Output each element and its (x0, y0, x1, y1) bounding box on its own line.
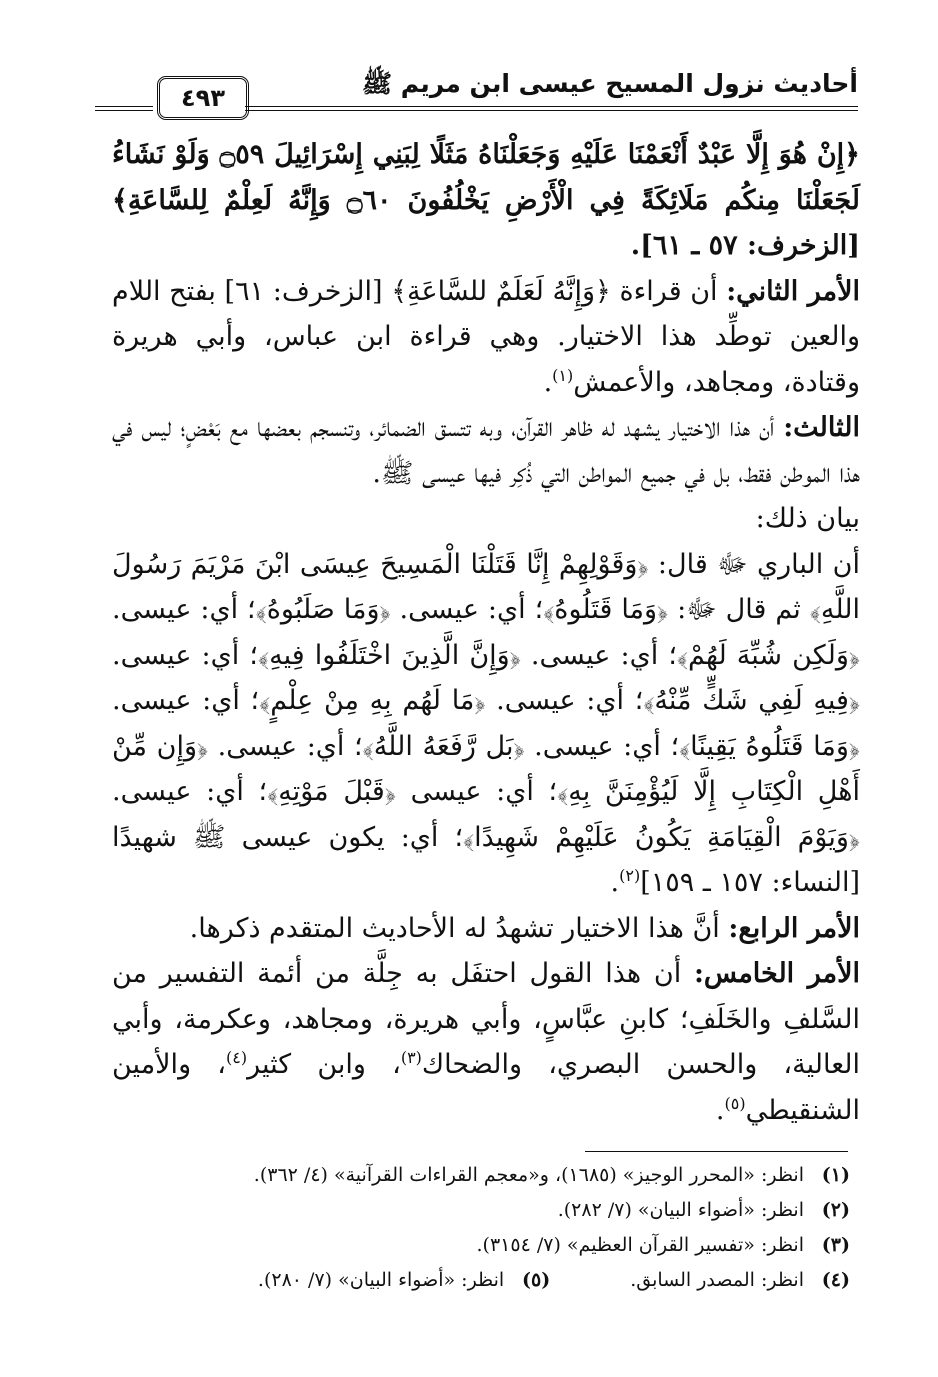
paragraph-explanation-label: بيان ذلك: (755, 503, 860, 534)
footnote-text: انظر: «أضواء البيان» (٧/ ٢٨٢). (557, 1199, 804, 1221)
section-label: الأمر الثاني: (726, 275, 860, 307)
section-label: الثالث: (783, 412, 860, 443)
header-rule (245, 106, 858, 107)
main-text (112, 132, 860, 1133)
page-header (95, 62, 858, 122)
footnote-separator (585, 1151, 848, 1152)
footnote-ref[interactable]: (١) (552, 365, 574, 385)
page-number: ٤٩٣ (157, 76, 249, 120)
paragraph-text: أنَّ هذا الاختيار تشهدُ له الأحاديث المتقدم ذكرها. (189, 912, 729, 944)
footnote-ref[interactable]: (٤) (226, 1048, 248, 1067)
paragraph-third-matter (112, 405, 860, 496)
footnote-ref[interactable]: (٥) (724, 1093, 746, 1113)
footnote-item (130, 1228, 850, 1263)
section-label: الأمر الرابع: (728, 912, 860, 944)
footnote-item (130, 1158, 850, 1193)
footnote-number: (٥) (522, 1269, 551, 1291)
paragraph-fifth-matter: الأمر الخامس: أن هذا القول احتفَل به جِلَّة من أئمة التفسير من السَّلفِ والخَلَفِ؛ كابنِ عبَّاسٍ، وأبي هريرة، ومجاهد، وعكرمة، وأبي العالية، والحسن البصري، والضحاك$^{(٣)}$، وابن كثير$^{(٤)}$، والأمين الشنقيطي$^{(٥)}$. (112, 958, 860, 1126)
verse-paragraph (112, 132, 860, 269)
footnote-text: انظر: المصدر السابق. (630, 1269, 804, 1291)
header-rule (245, 110, 858, 111)
paragraph-text: أن قراءة ﴿وَإِنَّهُ لَعَلَمٌ للسَّاعَةِ﴾ [الزخرف: ٦١] بفتح اللام والعين توطِّد هذا الاختيار. وهي قراءة ابن عباس، وأبي هريرة وقتادة، ومجاهد، والأعمش (112, 275, 860, 398)
footnote-text: انظر: «تفسير القرآن العظيم» (٧/ ٣١٥٤). (476, 1234, 804, 1256)
header-rule (95, 110, 153, 111)
footnote-item (258, 1263, 550, 1298)
section-label: الأمر الخامس: (693, 958, 860, 989)
paragraph-text: أن هذا القول احتفَل به جِلَّة من أئمة التفسير من السَّلفِ والخَلَفِ؛ كابنِ عبَّاسٍ، وأبي هريرة، ومجاهد، وعكرمة، وأبي العالية، والحسن البصري، والضحاك (112, 958, 860, 1080)
running-title: أحاديث نزول المسيح عيسى ابن مريم ﷺ (361, 69, 858, 98)
footnote-number: (٢) (821, 1199, 850, 1221)
footnote-item (630, 1263, 850, 1298)
footnotes (130, 1158, 850, 1298)
paragraph-second-matter: الأمر الثاني: أن قراءة ﴿وَإِنَّهُ لَعَلَمٌ للسَّاعَةِ﴾ [الزخرف: ٦١] بفتح اللام والعين توطِّد هذا الاختيار. وهي قراءة ابن عباس، وأبي هريرة وقتادة، ومجاهد، والأعمش$^{(١)}$. (112, 275, 860, 398)
footnote-number: (١) (821, 1164, 850, 1186)
footnote-number: (٣) (821, 1234, 850, 1256)
header-rule (95, 106, 153, 107)
paragraph-text: ، وابن كثير (247, 1049, 401, 1080)
footnote-ref[interactable]: (٢) (619, 866, 641, 885)
paragraph-text: أن الباري ﷻ قال: ﴿وَقَوْلِهِمْ إِنَّا قَتَلْنَا الْمَسِيحَ عِيسَى ابْنَ مَرْيَمَ رَسُولَ اللَّهِ﴾ ثم قال ﷻ: ﴿وَمَا قَتَلُوهُ﴾؛ أي: عيسى. ﴿وَمَا صَلَبُوهُ﴾؛ أي: عيسى. ﴿وَلَكِن شُبِّهَ لَهُمْ﴾؛ أي: عيسى. ﴿وَإِنَّ الَّذِينَ اخْتَلَفُوا فِيهِ﴾؛ أي: عيسى. ﴿فِيهِ لَفِي شَكٍّ مِّنْهُ﴾؛ أي: عيسى. ﴿مَا لَهُم بِهِ مِنْ عِلْمٍ﴾؛ أي: عيسى. ﴿وَمَا قَتَلُوهُ يَقِينًا﴾؛ أي: عيسى. ﴿بَل رَّفَعَهُ اللَّهُ﴾؛ أي: عيسى. ﴿وَإِن مِّنْ أَهْلِ الْكِتَابِ إِلَّا لَيُؤْمِنَنَّ بِهِ﴾؛ أي: عيسى ﴿قَبْلَ مَوْتِهِ﴾؛ أي: عيسى. ﴿وَيَوْمَ الْقِيَامَةِ يَكُونُ عَلَيْهِمْ شَهِيدًا﴾؛ أي: يكون عيسى ﷺ شهيدًا [النساء: ١٥٧ ـ ١٥٩] (112, 548, 860, 898)
footnote-number: (٤) (821, 1269, 850, 1291)
footnote-text: انظر: «أضواء البيان» (٧/ ٢٨٠). (257, 1269, 505, 1291)
quran-verse: ﴿إِنْ هُوَ إِلَّا عَبْدٌ أَنْعَمْنَا عَلَيْهِ وَجَعَلْنَاهُ مَثَلًا لِبَنِي إِسْرَائِيلَ ۝٥٩ وَلَوْ نَشَاءُ لَجَعَلْنَا مِنكُم مَلَائِكَةً فِي الْأَرْضِ يَخْلُفُونَ ۝٦٠ وَإِنَّهُ لَعِلْمٌ لِلسَّاعَةِ﴾ [الزخرف: ٥٧ ـ ٦١]. (112, 139, 860, 261)
paragraph-text: أن هذا الاختيار يشهد له ظاهر القرآن، وبه تتسق الضمائر، وتنسجم بعضها مع بَعْضٍ؛ ليس في هذا الموطن فقط، بل في جميع المواطن التي ذُكِر فيها عيسى ﷺ. (112, 412, 860, 489)
footnote-ref[interactable]: (٣) (400, 1048, 422, 1067)
paragraph-text: ، والأمين الشنقيطي (112, 1049, 860, 1126)
footnote-item (130, 1193, 850, 1228)
footnote-text: انظر: «المحرر الوجيز» (١٦٨٥)، و«معجم القراءات القرآنية» (٤/ ٣٦٢). (253, 1164, 804, 1186)
paragraph-explanation: أن الباري ﷻ قال: ﴿وَقَوْلِهِمْ إِنَّا قَتَلْنَا الْمَسِيحَ عِيسَى ابْنَ مَرْيَمَ رَسُولَ اللَّهِ﴾ ثم قال ﷻ: ﴿وَمَا قَتَلُوهُ﴾؛ أي: عيسى. ﴿وَمَا صَلَبُوهُ﴾؛ أي: عيسى. ﴿وَلَكِن شُبِّهَ لَهُمْ﴾؛ أي: عيسى. ﴿وَإِنَّ الَّذِينَ اخْتَلَفُوا فِيهِ﴾؛ أي: عيسى. ﴿فِيهِ لَفِي شَكٍّ مِّنْهُ﴾؛ أي: عيسى. ﴿مَا لَهُم بِهِ مِنْ عِلْمٍ﴾؛ أي: عيسى. ﴿وَمَا قَتَلُوهُ يَقِينًا﴾؛ أي: عيسى. ﴿بَل رَّفَعَهُ اللَّهُ﴾؛ أي: عيسى. ﴿وَإِن مِّنْ أَهْلِ الْكِتَابِ إِلَّا لَيُؤْمِنَنَّ بِهِ﴾؛ أي: عيسى ﴿قَبْلَ مَوْتِهِ﴾؛ أي: عيسى. ﴿وَيَوْمَ الْقِيَامَةِ يَكُونُ عَلَيْهِمْ شَهِيدًا﴾؛ أي: يكون عيسى ﷺ شهيدًا [النساء: ١٥٧ ـ ١٥٩]$^{(٢)}$. (112, 548, 860, 898)
paragraph-fourth-matter (112, 906, 860, 952)
footnote-row-split (130, 1263, 850, 1298)
